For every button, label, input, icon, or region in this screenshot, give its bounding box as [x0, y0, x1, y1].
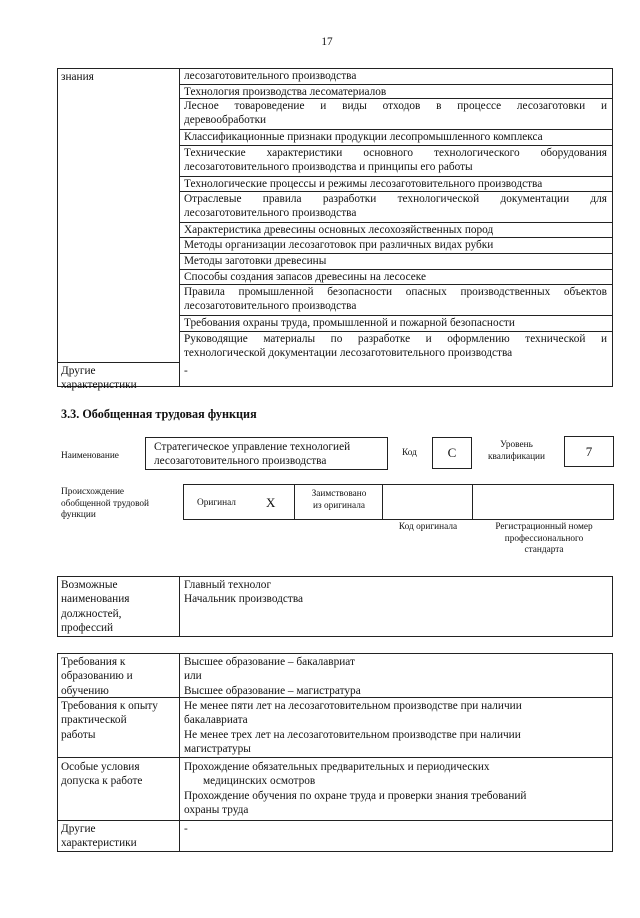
knowledge-row-line: Характеристика древесины основных лесохозяйственных пород	[184, 224, 494, 236]
origin-label-line: Происхождение	[61, 487, 125, 497]
knowledge-row	[184, 99, 607, 128]
req-admission-value	[184, 760, 526, 818]
knowledge-row-line: Отраслевые правила разработки технологической документации для	[184, 193, 607, 205]
borrowed-label-line: Заимствовано	[311, 489, 367, 499]
knowledge-row-line: деревообработки	[184, 114, 267, 127]
req-label-line: допуска к работе	[61, 775, 143, 788]
knowledge-row	[184, 316, 607, 330]
req-value-line: медицинских осмотров	[203, 775, 316, 788]
section-heading: 3.3. Обобщенная трудовая функция	[61, 407, 257, 421]
req-value-line: охраны труда	[184, 804, 249, 817]
knowledge-row-line: лесозаготовительного производства	[184, 207, 357, 220]
positions-label-line: профессий	[61, 622, 114, 635]
req-value-line: Высшее образование – бакалавриат	[184, 656, 355, 668]
req-value-line: Высшее образование – магистратура	[184, 684, 361, 697]
name-value-line: лесозаготовительного производства	[154, 455, 327, 468]
positions-label-line: наименования	[61, 593, 130, 606]
req-label-line: Требования к опыту	[61, 700, 158, 712]
level-label-line: Уровень	[500, 440, 533, 450]
knowledge-row	[184, 69, 607, 83]
req-other-label	[61, 822, 137, 851]
reg-number-caption	[474, 522, 614, 557]
name-label: Наименование	[61, 451, 119, 461]
req-value-line: Не менее пяти лет на лесозаготовительном производстве при наличии	[184, 700, 522, 712]
knowledge-row	[184, 177, 607, 191]
other-label-line: Другие	[61, 365, 96, 377]
knowledge-row	[184, 254, 607, 268]
req-label-line: образованию и	[61, 670, 133, 683]
code-box	[432, 437, 472, 469]
original-mark: X	[266, 495, 276, 510]
req-label-line: Другие	[61, 823, 96, 835]
req-label-line: обучению	[61, 684, 109, 697]
level-box	[564, 436, 614, 467]
req-value-line: Прохождение обучения по охране труда и проверки знания требований	[184, 789, 527, 802]
req-label-line: Требования к	[61, 656, 126, 668]
req-education-value	[184, 655, 361, 698]
knowledge-row-line: лесозаготовительного производства	[184, 300, 357, 313]
req-admission-label	[61, 760, 142, 789]
knowledge-row-line: Технические характеристики основного технологического оборудования	[184, 147, 607, 159]
knowledge-row-line: Требования охраны труда, промышленной и пожарной безопасности	[184, 317, 515, 329]
level-label-line: квалификации	[487, 451, 546, 462]
position-item: Главный технолог	[184, 579, 272, 591]
req-label-line: работы	[61, 728, 96, 741]
knowledge-row-line: Методы организации лесозаготовок при различных видах рубки	[184, 239, 494, 251]
knowledge-row	[184, 223, 607, 237]
origin-label	[61, 487, 149, 522]
knowledge-row-line: Технологические процессы и режимы лесозаготовительного производства	[184, 178, 543, 190]
req-label-line: характеристики	[61, 837, 137, 850]
req-label-line: Особые условия	[61, 761, 140, 773]
name-value-line: Стратегическое управление технологией	[154, 441, 351, 453]
req-value-line: Не менее трех лет на лесозаготовительном производстве при наличии	[184, 728, 521, 741]
page-number: 17	[321, 36, 333, 48]
knowledge-row	[184, 238, 607, 252]
knowledge-row	[184, 285, 607, 314]
knowledge-row	[184, 332, 607, 361]
positions-label-line: Возможные	[61, 579, 118, 591]
reg-caption-line: Регистрационный номер	[495, 522, 593, 532]
knowledge-row-line: технологической документации лесозаготовительного производства	[184, 347, 513, 360]
knowledge-row-line: Способы создания запасов древесины на лесосеке	[184, 271, 426, 283]
other-label-line: характеристики	[61, 379, 137, 392]
req-label-line: практической	[61, 714, 127, 727]
knowledge-row-line: Методы заготовки древесины	[184, 255, 327, 267]
original-label: Оригинал	[197, 498, 236, 508]
req-experience-value	[184, 699, 522, 757]
req-value-line: Прохождение обязательных предварительных и периодических	[184, 761, 490, 773]
knowledge-row-line: Лесное товароведение и виды отходов в процессе лесозаготовки и	[184, 100, 607, 112]
req-value-line: или	[184, 670, 202, 683]
code-label: Код	[402, 448, 417, 458]
positions-label-line: должностей,	[61, 607, 122, 620]
req-other-value: -	[184, 823, 188, 835]
knowledge-row-line: Руководящие материалы по разработке и оформлению технической и	[184, 333, 607, 345]
level-label	[484, 440, 549, 463]
positions-values	[184, 578, 303, 607]
knowledge-row-line: Правила промышленной безопасности опасных производственных объектов	[184, 286, 607, 298]
knowledge-row-line: лесозаготовительного производства	[184, 70, 357, 82]
knowledge-row	[184, 192, 607, 221]
knowledge-row-line: Технология производства лесоматериалов	[184, 86, 387, 98]
borrowed-label	[297, 489, 381, 512]
req-value-line: магистратуры	[184, 743, 251, 756]
reg-caption-line: стандарта	[524, 545, 564, 555]
knowledge-row	[184, 146, 607, 175]
code-value: C	[447, 445, 457, 460]
name-value-box	[145, 437, 388, 470]
other-characteristics-value: -	[184, 365, 188, 377]
origin-label-line: обобщенной трудовой	[61, 498, 150, 509]
knowledge-row-line: Классификационные признаки продукции лесопромышленного комплекса	[184, 131, 543, 143]
req-experience-label	[61, 699, 158, 742]
req-education-label	[61, 655, 133, 698]
other-characteristics-label	[61, 364, 137, 393]
knowledge-label: знания	[61, 71, 94, 83]
level-value: 7	[585, 444, 593, 459]
position-item: Начальник производства	[184, 593, 304, 606]
reg-caption-line: профессионального	[504, 533, 584, 544]
positions-label	[61, 578, 129, 636]
knowledge-row-line: лесозаготовительного производства и принципы его работы	[184, 161, 473, 174]
knowledge-row	[184, 130, 607, 144]
req-value-line: бакалавриата	[184, 714, 248, 727]
knowledge-row	[184, 270, 607, 284]
code-original-caption: Код оригинала	[398, 522, 458, 532]
borrowed-label-line: из оригинала	[313, 500, 365, 511]
origin-label-line: функции	[61, 510, 96, 520]
